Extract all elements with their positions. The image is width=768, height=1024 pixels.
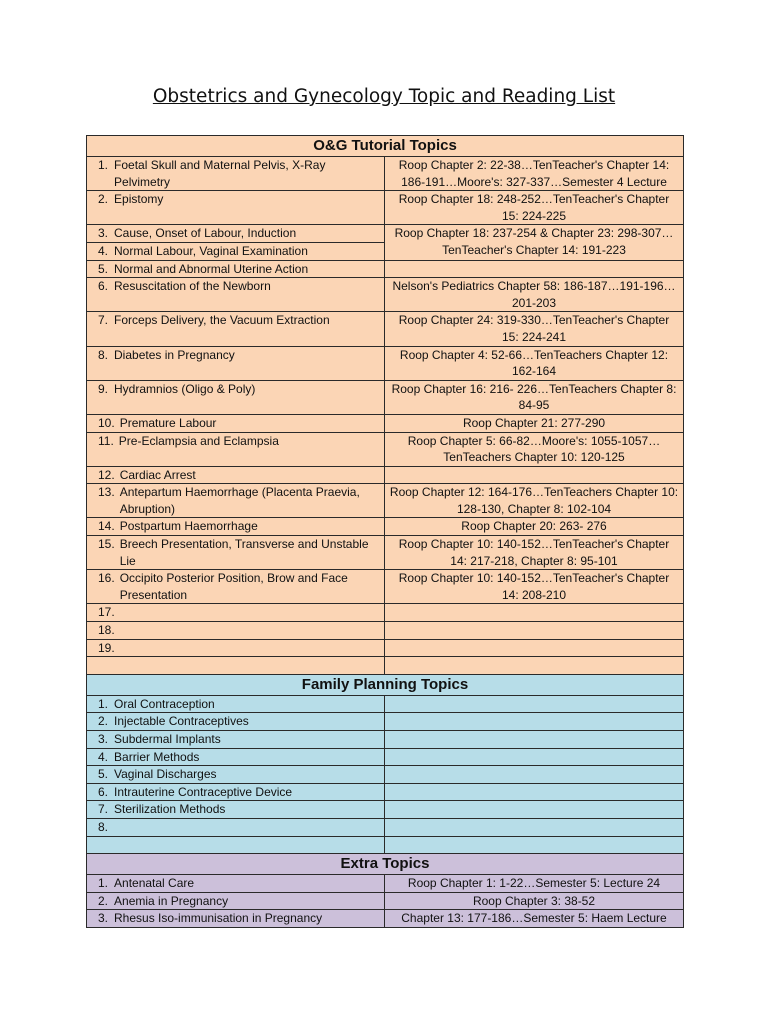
reading-reference: Roop Chapter 18: 248-252…TenTeacher's Chapter 15: 224-225 bbox=[385, 191, 684, 225]
family-planning-heading: Family Planning Topics bbox=[87, 674, 684, 695]
topic-item bbox=[91, 312, 380, 329]
table-row bbox=[87, 622, 684, 640]
og-tutorial-heading: O&G Tutorial Topics bbox=[87, 136, 684, 157]
reading-reference bbox=[385, 639, 684, 657]
empty-cell bbox=[385, 836, 684, 854]
reading-reference: Roop Chapter 16: 216- 226…TenTeachers Chapter 8: 84-95 bbox=[385, 380, 684, 414]
table-row bbox=[87, 414, 684, 432]
topic-number: 13. bbox=[98, 485, 115, 500]
topic-number: 3. bbox=[98, 226, 109, 241]
table-row bbox=[87, 157, 684, 191]
topic-number: 1. bbox=[98, 876, 109, 891]
topic-cell bbox=[87, 801, 385, 819]
table-row bbox=[87, 748, 684, 766]
topic-item bbox=[91, 784, 380, 801]
topic-text: Barrier Methods bbox=[114, 749, 200, 764]
topic-text bbox=[115, 604, 380, 621]
reading-reference: Roop Chapter 24: 319-330…TenTeacher's Chapter 15: 224-241 bbox=[385, 312, 684, 346]
table-row bbox=[87, 604, 684, 622]
table-row bbox=[87, 260, 684, 278]
topic-cell bbox=[87, 380, 385, 414]
topic-text bbox=[108, 819, 380, 836]
topic-text: Injectable Contraceptives bbox=[114, 714, 249, 729]
topic-item bbox=[91, 622, 380, 639]
topic-number: 6. bbox=[98, 784, 109, 799]
topic-cell bbox=[87, 622, 385, 640]
reading-reference bbox=[385, 766, 684, 784]
topic-number: 15. bbox=[98, 537, 115, 552]
reading-reference bbox=[385, 783, 684, 801]
table-row bbox=[87, 518, 684, 536]
topic-cell bbox=[87, 414, 385, 432]
empty-row bbox=[87, 657, 684, 675]
topic-number: 2. bbox=[98, 714, 109, 729]
topic-number: 17. bbox=[98, 605, 115, 620]
table-row bbox=[87, 312, 684, 346]
table-row bbox=[87, 380, 684, 414]
topic-text: Breech Presentation, Transverse and Unstable Lie bbox=[119, 537, 369, 568]
topic-number: 9. bbox=[98, 381, 109, 396]
table-row bbox=[87, 466, 684, 484]
table-row bbox=[87, 766, 684, 784]
empty-cell bbox=[385, 657, 684, 675]
topic-text: Normal Labour, Vaginal Examination bbox=[114, 243, 308, 258]
topic-cell bbox=[87, 260, 385, 278]
topic-text: Epistomy bbox=[114, 192, 164, 207]
reading-reference: Roop Chapter 3: 38-52 bbox=[385, 892, 684, 910]
topic-number: 18. bbox=[98, 623, 115, 638]
table-row bbox=[87, 783, 684, 801]
topic-text: Anemia in Pregnancy bbox=[114, 893, 229, 908]
topic-item bbox=[91, 570, 380, 603]
topic-text: Oral Contraception bbox=[114, 696, 215, 711]
topic-number: 1. bbox=[98, 696, 109, 711]
topic-item bbox=[91, 278, 380, 295]
table-row bbox=[87, 875, 684, 893]
table-row bbox=[87, 892, 684, 910]
empty-row bbox=[87, 836, 684, 854]
reading-reference bbox=[385, 622, 684, 640]
topic-item bbox=[91, 347, 380, 364]
topic-text: Intrauterine Contraceptive Device bbox=[114, 784, 293, 799]
topic-text: Pre-Eclampsia and Eclampsia bbox=[118, 433, 279, 448]
topic-item bbox=[91, 749, 380, 766]
topic-number: 12. bbox=[98, 467, 115, 482]
topic-item bbox=[91, 415, 380, 432]
topic-text: Foetal Skull and Maternal Pelvis, X-Ray Pelvimetry bbox=[114, 158, 326, 189]
empty-cell bbox=[87, 836, 385, 854]
topic-item bbox=[91, 261, 380, 278]
topic-item bbox=[91, 536, 380, 569]
topic-item bbox=[91, 801, 380, 818]
topic-text bbox=[115, 622, 380, 639]
table-row bbox=[87, 191, 684, 225]
reading-reference bbox=[385, 260, 684, 278]
table-row bbox=[87, 695, 684, 713]
empty-cell bbox=[87, 657, 385, 675]
reading-reference: Roop Chapter 10: 140-152…TenTeacher's Chapter 14: 217-218, Chapter 8: 95-101 bbox=[385, 536, 684, 570]
reading-reference bbox=[385, 748, 684, 766]
table-row bbox=[87, 570, 684, 604]
topic-cell bbox=[87, 242, 385, 260]
topic-number: 2. bbox=[98, 192, 109, 207]
topic-item bbox=[91, 875, 380, 892]
topic-text: Sterilization Methods bbox=[114, 802, 226, 817]
topic-item bbox=[91, 731, 380, 748]
topic-number: 14. bbox=[98, 519, 115, 534]
extra-topics-heading-row bbox=[87, 854, 684, 875]
table-row bbox=[87, 731, 684, 749]
family-planning-heading-row bbox=[87, 674, 684, 695]
table-row bbox=[87, 910, 684, 928]
document-title: Obstetrics and Gynecology Topic and Reading List bbox=[152, 86, 616, 107]
table-row bbox=[87, 713, 684, 731]
topic-text: Normal and Abnormal Uterine Action bbox=[114, 261, 309, 276]
reading-reference: Roop Chapter 2: 22-38…TenTeacher's Chapter 14: 186-191…Moore's: 327-337…Semester 4 Lecture bbox=[385, 157, 684, 191]
topic-number: 8. bbox=[98, 819, 109, 834]
topic-item bbox=[91, 243, 380, 260]
topic-text: Subdermal Implants bbox=[114, 732, 221, 746]
topic-cell bbox=[87, 910, 385, 928]
topic-item bbox=[91, 766, 380, 783]
reading-reference: Roop Chapter 12: 164-176…TenTeachers Chapter 10: 128-130, Chapter 8: 102-104 bbox=[385, 484, 684, 518]
topic-cell bbox=[87, 484, 385, 518]
topic-cell bbox=[87, 466, 385, 484]
topic-text: Cause, Onset of Labour, Induction bbox=[114, 226, 297, 241]
topic-item bbox=[91, 225, 380, 242]
topic-text: Postpartum Haemorrhage bbox=[119, 519, 258, 534]
topic-item bbox=[91, 819, 380, 836]
topic-text: Antepartum Haemorrhage (Placenta Praevia, Abruption) bbox=[119, 485, 360, 516]
reading-reference bbox=[385, 731, 684, 749]
topic-cell bbox=[87, 518, 385, 536]
table-row bbox=[87, 536, 684, 570]
topic-cell bbox=[87, 278, 385, 312]
topic-cell bbox=[87, 892, 385, 910]
reading-reference bbox=[385, 466, 684, 484]
topic-item bbox=[91, 696, 380, 713]
topic-number: 4. bbox=[98, 749, 109, 764]
topic-text: Vaginal Discharges bbox=[114, 767, 217, 782]
topic-cell bbox=[87, 639, 385, 657]
topic-item bbox=[91, 381, 380, 398]
topic-item bbox=[91, 604, 380, 621]
topic-cell bbox=[87, 312, 385, 346]
reading-reference bbox=[385, 801, 684, 819]
table-row bbox=[87, 432, 684, 466]
topic-cell bbox=[87, 191, 385, 225]
topic-number: 3. bbox=[98, 911, 109, 926]
topic-cell bbox=[87, 713, 385, 731]
topic-item bbox=[91, 433, 380, 450]
topic-item bbox=[91, 467, 380, 484]
topic-number: 2. bbox=[98, 893, 109, 908]
reading-reference bbox=[385, 713, 684, 731]
topic-number: 11. bbox=[98, 433, 114, 448]
og-tutorial-heading-row bbox=[87, 136, 684, 157]
table-row bbox=[87, 818, 684, 836]
topic-cell bbox=[87, 346, 385, 380]
topic-text bbox=[115, 640, 380, 657]
topic-text: Cardiac Arrest bbox=[119, 467, 196, 482]
topic-item bbox=[91, 157, 380, 190]
topic-item bbox=[91, 893, 380, 910]
topic-cell bbox=[87, 748, 385, 766]
topic-cell bbox=[87, 157, 385, 191]
topic-number: 5. bbox=[98, 261, 109, 276]
topic-item bbox=[91, 910, 380, 927]
topic-number: 10. bbox=[98, 415, 115, 430]
table-row bbox=[87, 225, 684, 243]
topic-cell bbox=[87, 783, 385, 801]
table-row bbox=[87, 278, 684, 312]
topic-item bbox=[91, 640, 380, 657]
topic-text: Diabetes in Pregnancy bbox=[114, 347, 235, 362]
topic-text: Rhesus Iso-immunisation in Pregnancy bbox=[114, 911, 323, 926]
topic-text: Premature Labour bbox=[119, 415, 217, 430]
topic-cell bbox=[87, 225, 385, 243]
topic-item bbox=[91, 518, 380, 535]
topic-item bbox=[91, 191, 380, 208]
topic-cell bbox=[87, 432, 385, 466]
topic-text: Occipito Posterior Position, Brow and Face Presentation bbox=[119, 571, 348, 602]
topic-number: 3. bbox=[98, 732, 109, 746]
reading-reference: Chapter 13: 177-186…Semester 5: Haem Lecture bbox=[385, 910, 684, 928]
topic-cell bbox=[87, 604, 385, 622]
topic-text: Hydramnios (Oligo & Poly) bbox=[114, 381, 256, 396]
table-row bbox=[87, 639, 684, 657]
topic-cell bbox=[87, 570, 385, 604]
table-row bbox=[87, 346, 684, 380]
topic-text: Antenatal Care bbox=[114, 876, 195, 891]
topic-item bbox=[91, 713, 380, 730]
topic-number: 4. bbox=[98, 243, 109, 258]
reading-reference: Roop Chapter 10: 140-152…TenTeacher's Chapter 14: 208-210 bbox=[385, 570, 684, 604]
topic-number: 1. bbox=[98, 158, 109, 172]
topic-number: 7. bbox=[98, 313, 109, 328]
reading-reference bbox=[385, 818, 684, 836]
extra-topics-heading: Extra Topics bbox=[87, 854, 684, 875]
topic-cell bbox=[87, 695, 385, 713]
topic-number: 8. bbox=[98, 347, 109, 362]
reading-reference: Nelson's Pediatrics Chapter 58: 186-187…191-196…201-203 bbox=[385, 278, 684, 312]
reading-reference bbox=[385, 604, 684, 622]
reading-reference: Roop Chapter 5: 66-82…Moore's: 1055-1057…TenTeachers Chapter 10: 120-125 bbox=[385, 432, 684, 466]
reading-reference: Roop Chapter 1: 1-22…Semester 5: Lecture 24 bbox=[385, 875, 684, 893]
topic-number: 6. bbox=[98, 279, 109, 294]
reading-reference: Roop Chapter 20: 263- 276 bbox=[385, 518, 684, 536]
topic-number: 19. bbox=[98, 640, 115, 655]
reading-reference bbox=[385, 695, 684, 713]
table-row bbox=[87, 484, 684, 518]
topic-text: Forceps Delivery, the Vacuum Extraction bbox=[114, 313, 330, 328]
topic-cell bbox=[87, 875, 385, 893]
reading-reference: Roop Chapter 21: 277-290 bbox=[385, 414, 684, 432]
topic-number: 5. bbox=[98, 767, 109, 782]
topic-item bbox=[91, 484, 380, 517]
topic-number: 7. bbox=[98, 802, 109, 817]
reading-reference: Roop Chapter 18: 237-254 & Chapter 23: 298-307…TenTeacher's Chapter 14: 191-223 bbox=[385, 225, 684, 260]
table-row bbox=[87, 801, 684, 819]
topic-text: Resuscitation of the Newborn bbox=[114, 279, 271, 294]
topic-number: 16. bbox=[98, 571, 115, 586]
topic-cell bbox=[87, 818, 385, 836]
reading-reference: Roop Chapter 4: 52-66…TenTeachers Chapter 12: 162-164 bbox=[385, 346, 684, 380]
reading-list-table bbox=[86, 135, 684, 928]
topic-cell bbox=[87, 536, 385, 570]
topic-cell bbox=[87, 766, 385, 784]
topic-cell bbox=[87, 731, 385, 749]
